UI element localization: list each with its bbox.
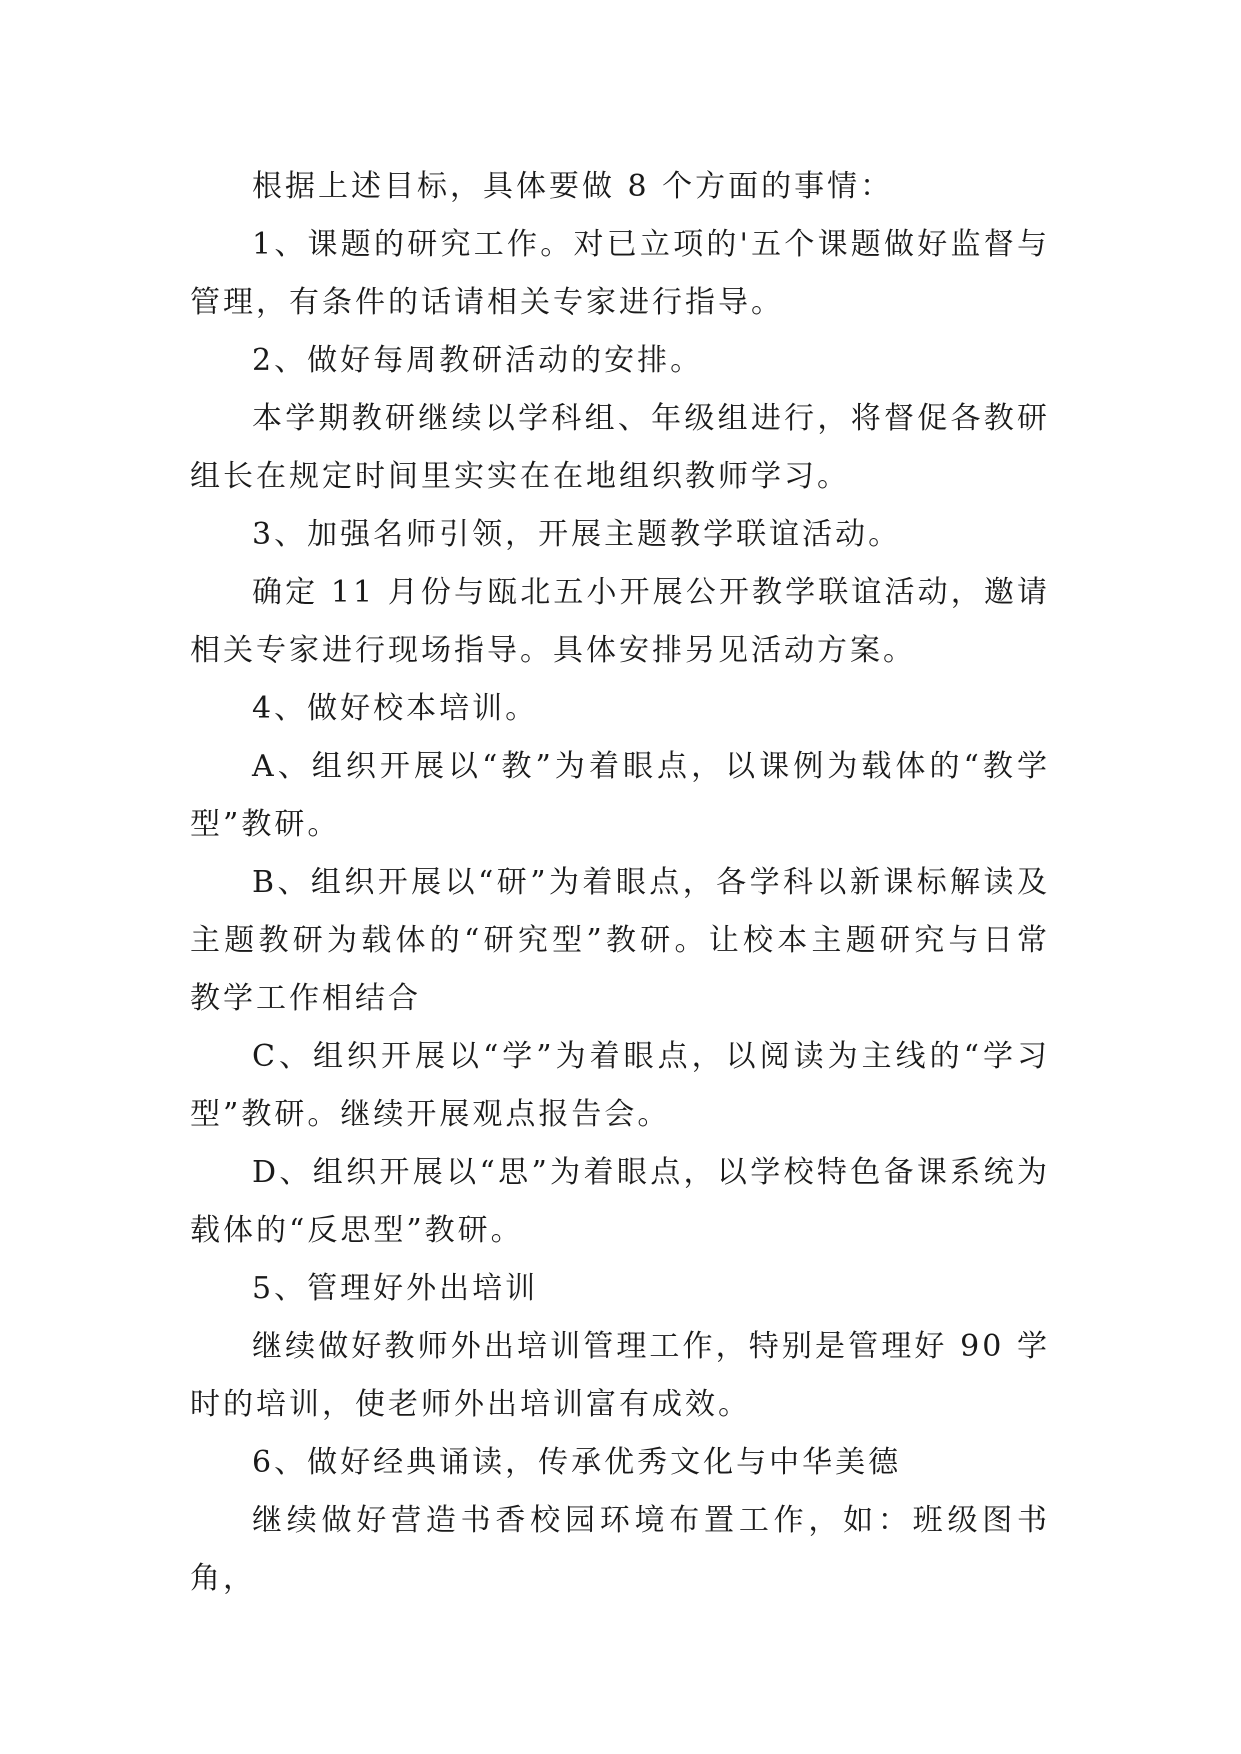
paragraph-item-5: 5、管理好外出培训 (252, 1271, 539, 1306)
paragraph-intro: 根据上述目标，具体要做 8 个方面的事情： (252, 169, 894, 204)
paragraph-item-3: 3、加强名师引领，开展主题教学联谊活动。 (252, 517, 902, 552)
paragraph-item-2-detail: 本学期教研继续以学科组、年级组进行，将督促各教研组长在规定时间里实实在在地组织教师学习。 (190, 401, 1050, 494)
paragraph-item-4a: A、组织开展以“教”为着眼点，以课例为载体的“教学型”教研。 (190, 749, 1050, 842)
paragraph-item-3-detail: 确定 11 月份与瓯北五小开展公开教学联谊活动，邀请相关专家进行现场指导。具体安排另见活动方案。 (190, 575, 1050, 668)
paragraph-item-2: 2、做好每周教研活动的安排。 (252, 343, 704, 378)
paragraph-item-4d: D、组织开展以“思”为着眼点，以学校特色备课系统为载体的“反思型”教研。 (190, 1155, 1050, 1248)
paragraph-item-4c: C、组织开展以“学”为着眼点，以阅读为主线的“学习型”教研。继续开展观点报告会。 (190, 1039, 1050, 1132)
paragraph-item-5-detail: 继续做好教师外出培训管理工作，特别是管理好 90 学时的培训，使老师外出培训富有成效。 (190, 1329, 1050, 1422)
paragraph-item-1: 1、课题的研究工作。对已立项的'五个课题做好监督与管理，有条件的话请相关专家进行指导。 (190, 227, 1050, 320)
paragraph-item-6-detail: 继续做好营造书香校园环境布置工作，如：班级图书角， (190, 1503, 1050, 1596)
paragraph-item-4b: B、组织开展以“研”为着眼点，各学科以新课标解读及主题教研为载体的“研究型”教研。让校本主题研究与日常教学工作相结合 (190, 865, 1050, 1016)
paragraph-item-6: 6、做好经典诵读，传承优秀文化与中华美德 (252, 1445, 902, 1480)
document-body (190, 158, 1050, 1608)
paragraph-item-4: 4、做好校本培训。 (252, 691, 539, 726)
